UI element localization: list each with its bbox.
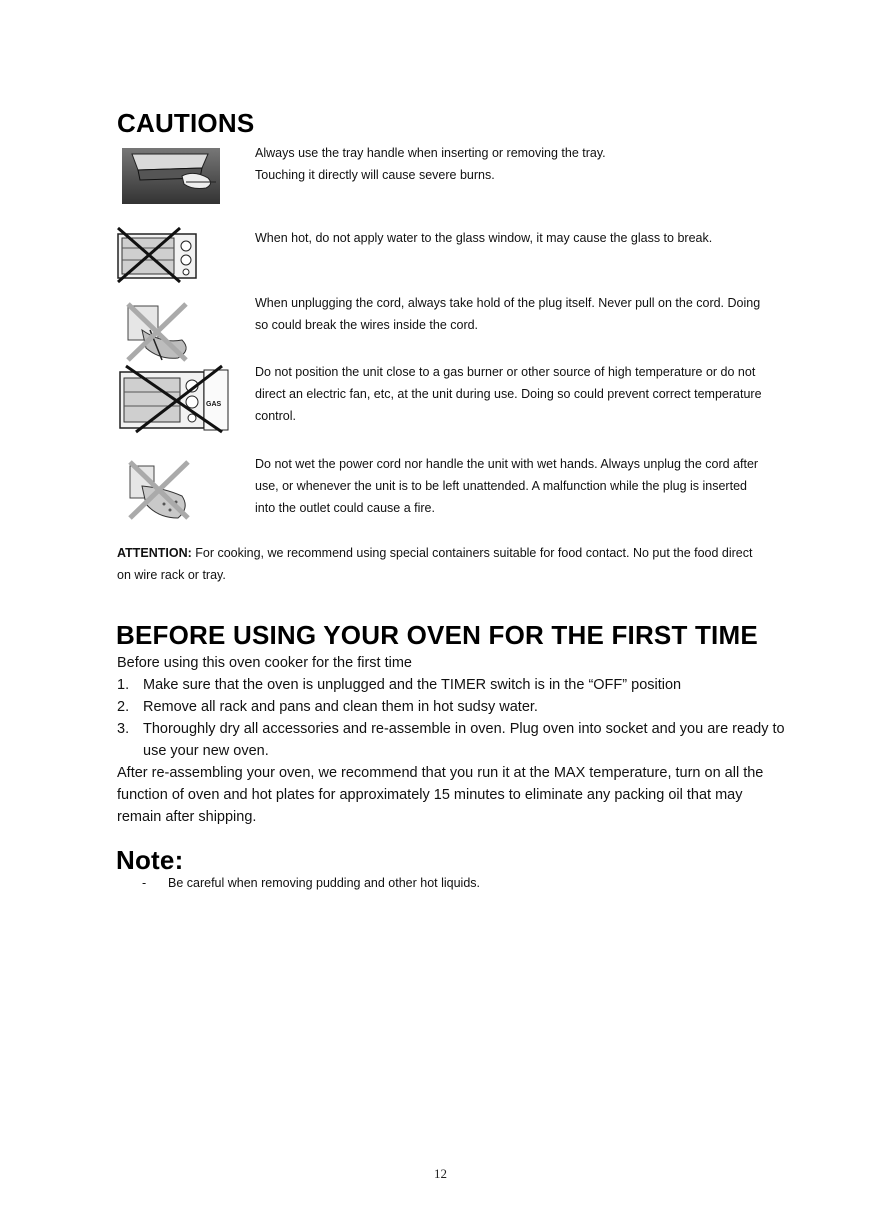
step-number: 2. bbox=[117, 699, 130, 715]
no-heat-source-illustration bbox=[116, 364, 230, 434]
step-number: 3. bbox=[117, 721, 130, 737]
caution-1-line-1: Always use the tray handle when inserting or removing the tray. bbox=[255, 146, 606, 160]
caution-3-line-1: When unplugging the cord, always take hold of the plug itself. Never pull on the cord. Doing bbox=[255, 296, 761, 310]
caution-4-line-1: Do not position the unit close to a gas burner or other source of high temperature or do not bbox=[255, 365, 756, 379]
step-text: Remove all rack and pans and clean them in hot sudsy water. bbox=[143, 699, 538, 715]
caution-1-line-2: Touching it directly will cause severe burns. bbox=[255, 168, 495, 182]
after-paragraph-line-2: function of oven and hot plates for approximately 15 minutes to eliminate any packing oil that may bbox=[117, 787, 743, 803]
attention-paragraph bbox=[117, 542, 797, 586]
before-using-heading: BEFORE USING YOUR OVEN FOR THE FIRST TIME bbox=[116, 620, 758, 650]
note-heading: Note: bbox=[116, 845, 184, 875]
caution-2-line-1: When hot, do not apply water to the glass window, it may cause the glass to break. bbox=[255, 231, 713, 245]
step-text: use your new oven. bbox=[143, 743, 269, 759]
caution-item-2 bbox=[255, 227, 815, 249]
before-using-section bbox=[117, 652, 797, 828]
setup-step bbox=[117, 696, 797, 718]
caution-item-1 bbox=[255, 142, 815, 186]
setup-steps-list bbox=[117, 674, 797, 762]
setup-step bbox=[117, 674, 797, 696]
attention-label: ATTENTION: bbox=[117, 546, 192, 560]
caution-item-4 bbox=[255, 361, 815, 427]
after-paragraph-line-3: remain after shipping. bbox=[117, 809, 257, 825]
setup-step bbox=[117, 718, 797, 762]
step-text: Make sure that the oven is unplugged and the TIMER switch is in the “OFF” position bbox=[143, 677, 682, 693]
caution-5-line-3: into the outlet could cause a fire. bbox=[255, 501, 435, 515]
note-item bbox=[142, 872, 742, 894]
attention-line-1: For cooking, we recommend using special containers suitable for food contact. No put the food direct bbox=[191, 546, 753, 560]
caution-item-3 bbox=[255, 292, 815, 336]
caution-5-line-1: Do not wet the power cord nor handle the unit with wet hands. Always unplug the cord after bbox=[255, 457, 759, 471]
no-wet-hands-illustration bbox=[124, 458, 194, 520]
do-not-pull-cord-illustration bbox=[122, 300, 194, 362]
note-text: Be careful when removing pudding and other hot liquids. bbox=[168, 876, 481, 890]
tray-handle-illustration bbox=[122, 148, 220, 204]
caution-item-5 bbox=[255, 453, 815, 519]
caution-5-line-2: use, or whenever the unit is to be left unattended. A malfunction while the plug is inserted bbox=[255, 479, 747, 493]
after-paragraph-line-1: After re-assembling your oven, we recommend that you run it at the MAX temperature, turn on all the bbox=[117, 765, 764, 781]
step-number: 1. bbox=[117, 677, 130, 693]
step-text: Thoroughly dry all accessories and re-assemble in oven. Plug oven into socket and you are ready to bbox=[143, 721, 785, 737]
caution-4-line-2: direct an electric fan, etc, at the unit during use. Doing so could prevent correct temperature bbox=[255, 387, 762, 401]
caution-3-line-2: so could break the wires inside the cord. bbox=[255, 318, 479, 332]
no-water-on-glass-illustration bbox=[116, 226, 198, 284]
gas-label: GAS bbox=[206, 401, 222, 408]
before-intro: Before using this oven cooker for the first time bbox=[117, 655, 412, 671]
cautions-heading: CAUTIONS bbox=[117, 108, 255, 138]
note-bullet: - bbox=[142, 876, 147, 890]
page-number: 12 bbox=[434, 1166, 447, 1181]
attention-line-2: on wire rack or tray. bbox=[117, 568, 226, 582]
caution-4-line-3: control. bbox=[255, 409, 296, 423]
